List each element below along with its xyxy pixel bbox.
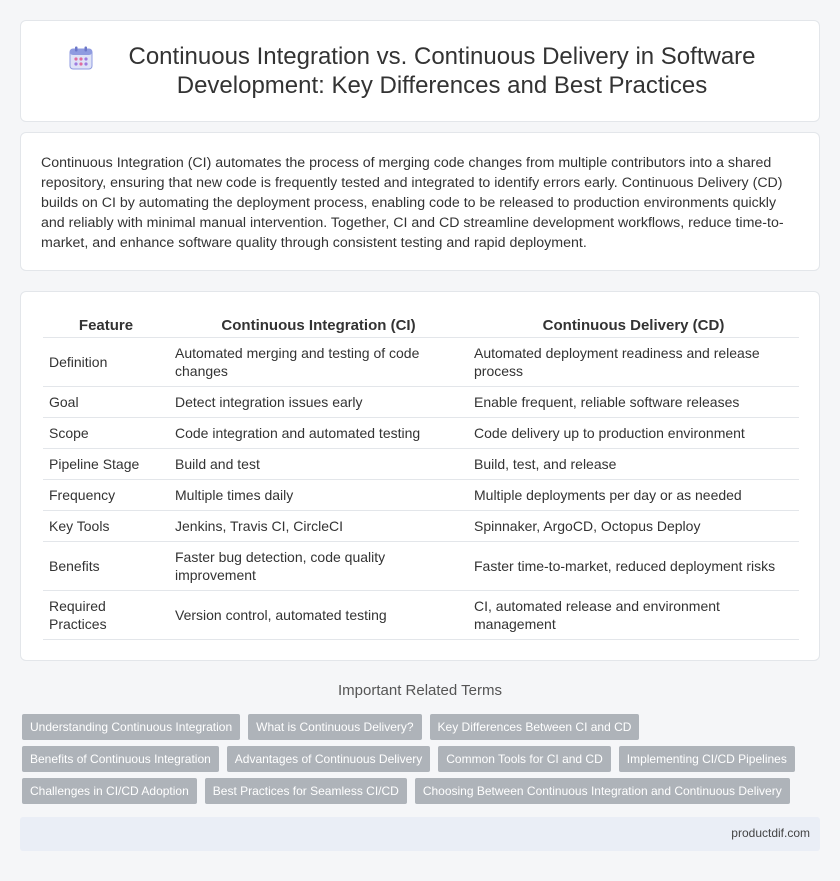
related-term-tag[interactable]: Understanding Continuous Integration bbox=[22, 714, 240, 740]
cd-cell: Code delivery up to production environment bbox=[468, 417, 799, 448]
ci-cell: Code integration and automated testing bbox=[169, 417, 468, 448]
ci-cell: Multiple times daily bbox=[169, 479, 468, 510]
cd-cell: Faster time-to-market, reduced deployment risks bbox=[468, 541, 799, 590]
ci-cell: Build and test bbox=[169, 448, 468, 479]
table-row bbox=[43, 510, 799, 541]
ci-cell: Version control, automated testing bbox=[169, 590, 468, 639]
feature-cell: Benefits bbox=[43, 541, 169, 590]
header-feature: Feature bbox=[43, 308, 169, 337]
cd-cell: Build, test, and release bbox=[468, 448, 799, 479]
related-terms-list bbox=[22, 714, 822, 810]
feature-cell: Definition bbox=[43, 337, 169, 386]
intro-card bbox=[20, 132, 820, 271]
cd-cell: Enable frequent, reliable software releases bbox=[468, 386, 799, 417]
related-term-tag[interactable]: Key Differences Between CI and CD bbox=[430, 714, 640, 740]
cd-cell: Spinnaker, ArgoCD, Octopus Deploy bbox=[468, 510, 799, 541]
ci-cell: Detect integration issues early bbox=[169, 386, 468, 417]
footer-site-name[interactable]: productdif.com bbox=[731, 826, 810, 840]
related-term-tag[interactable]: Challenges in CI/CD Adoption bbox=[22, 778, 197, 804]
ci-cell: Faster bug detection, code quality improvement bbox=[169, 541, 468, 590]
related-terms-heading: Important Related Terms bbox=[338, 682, 502, 699]
feature-cell: Frequency bbox=[43, 479, 169, 510]
table-row bbox=[43, 590, 799, 639]
feature-cell: Scope bbox=[43, 417, 169, 448]
intro-paragraph: Continuous Integration (CI) automates the process of merging code changes from multiple contributors into a shared repository, ensuring that new code is frequently tested and integrated to identify errors early. Continuous Delivery (CD) builds on CI by automating the deployment process, enabling code to be released to production environments quickly and reliably with minimal manual intervention. Together, CI and CD streamline development workflows, reduce time-to-market, and enhance software quality through consistent testing and rapid deployment. bbox=[41, 155, 784, 251]
comparison-table-card bbox=[20, 291, 820, 661]
table-header-row bbox=[43, 308, 799, 337]
feature-cell: Required Practices bbox=[43, 590, 169, 639]
header-ci: Continuous Integration (CI) bbox=[169, 308, 468, 337]
related-term-tag[interactable]: Benefits of Continuous Integration bbox=[22, 746, 219, 772]
title-card bbox=[20, 20, 820, 122]
table-row bbox=[43, 417, 799, 448]
comparison-table bbox=[43, 308, 799, 640]
table-row bbox=[43, 479, 799, 510]
related-term-tag[interactable]: What is Continuous Delivery? bbox=[248, 714, 421, 740]
feature-cell: Pipeline Stage bbox=[43, 448, 169, 479]
header-cd: Continuous Delivery (CD) bbox=[468, 308, 799, 337]
footer bbox=[20, 817, 820, 851]
table-row bbox=[43, 337, 799, 386]
related-term-tag[interactable]: Common Tools for CI and CD bbox=[438, 746, 611, 772]
cd-cell: CI, automated release and environment management bbox=[468, 590, 799, 639]
feature-cell: Goal bbox=[43, 386, 169, 417]
table-row bbox=[43, 448, 799, 479]
related-term-tag[interactable]: Best Practices for Seamless CI/CD bbox=[205, 778, 407, 804]
related-term-tag[interactable]: Choosing Between Continuous Integration and Continuous Delivery bbox=[415, 778, 790, 804]
page-title: Continuous Integration vs. Continuous Delivery in Software Development: Key Differences and Best Practices bbox=[128, 43, 756, 99]
cd-cell: Automated deployment readiness and release process bbox=[468, 337, 799, 386]
related-term-tag[interactable]: Implementing CI/CD Pipelines bbox=[619, 746, 795, 772]
calendar-icon bbox=[68, 45, 94, 71]
related-term-tag[interactable]: Advantages of Continuous Delivery bbox=[227, 746, 430, 772]
ci-cell: Automated merging and testing of code changes bbox=[169, 337, 468, 386]
cd-cell: Multiple deployments per day or as needed bbox=[468, 479, 799, 510]
ci-cell: Jenkins, Travis CI, CircleCI bbox=[169, 510, 468, 541]
table-row bbox=[43, 386, 799, 417]
table-row bbox=[43, 541, 799, 590]
feature-cell: Key Tools bbox=[43, 510, 169, 541]
